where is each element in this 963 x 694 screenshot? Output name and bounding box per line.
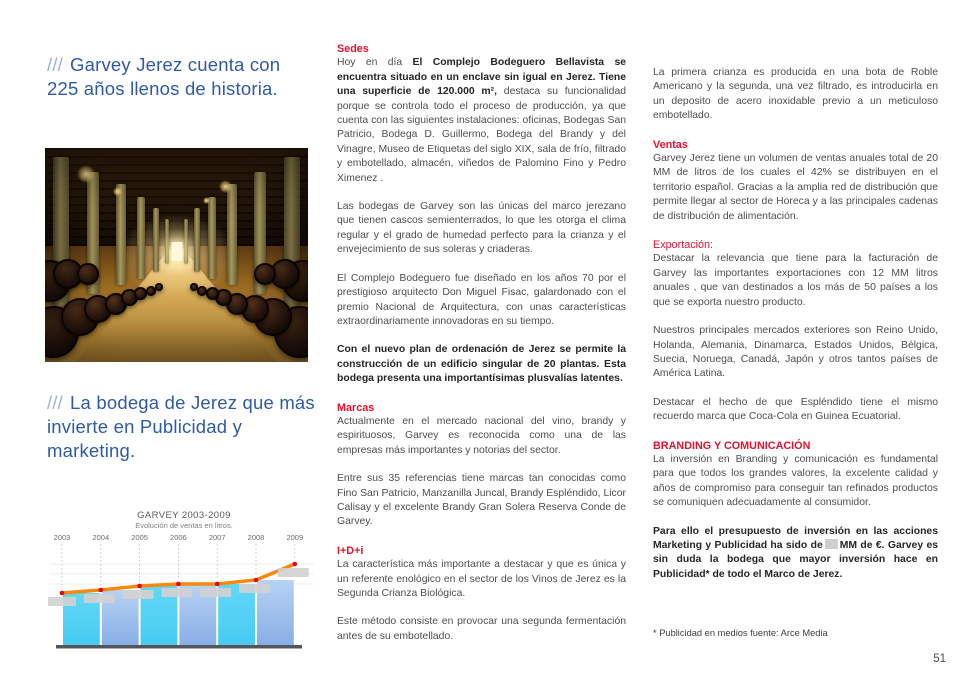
- svg-text:2009: 2009: [286, 533, 304, 542]
- section-heading-marcas: Marcas: [337, 401, 375, 414]
- headline-publicity: [47, 391, 319, 463]
- svg-text:2008: 2008: [247, 533, 265, 542]
- paragraph: La primera crianza es producida en una bota de Roble Americano y la segunda, una vez filtrado, es introducirla en un deposito de acero inoxidable previo a un meticuloso embotellado.: [653, 67, 938, 122]
- section-heading-ventas: Ventas: [653, 138, 688, 151]
- slashes-decoration: ///: [47, 392, 64, 413]
- slashes-decoration: ///: [47, 54, 64, 75]
- svg-text:2004: 2004: [92, 533, 110, 542]
- paragraph: Destacar la relevancia que tiene para la facturación de Garvey las importantes exportaciones con 12 MM litros anuales , que van destinados a los más de 50 países a los que se exporta nuestro producto.: [653, 253, 938, 308]
- paragraph-bold: [653, 525, 938, 583]
- paragraph: La característica más importante a destacar y que es única y un referente enológico en el sector de los Vinos de Jerez es la Segunda Crianza Biológica.: [337, 559, 626, 599]
- redacted-value-box: [825, 539, 838, 549]
- paragraph-bold-text: El Complejo Bodeguero Bellavista se encuentra situado en un enclave sin igual en Jerez. Tiene una superficie de 120.000 m²,: [337, 57, 626, 98]
- paragraph: La inversión en Branding y comunicación es fundamental para que todos los grandes valores, la excelente calidad y años de compromiso para conseguir tan refinados productos se comuniquen adecuadamente al consumidor.: [653, 453, 938, 509]
- page-number: 51: [933, 653, 946, 665]
- sales-chart: [48, 510, 320, 662]
- paragraph: Destacar el hecho de que Espléndido tiene el mismo recuerdo marca que Coca-Cola en Guinea Ecuatorial.: [653, 396, 938, 423]
- svg-text:2007: 2007: [208, 533, 226, 542]
- section-heading-branding: BRANDING Y COMUNICACIÓN: [653, 439, 811, 452]
- middle-column: [337, 42, 626, 658]
- paragraph-bold: Con el nuevo plan de ordenación de Jerez se permite la construcción de un edificio singular de 20 plantas. Esta bodega presenta una importantísimas plusvalías latentes.: [337, 344, 626, 385]
- svg-text:2003: 2003: [53, 533, 71, 542]
- chart-title: GARVEY 2003-2009: [137, 510, 231, 521]
- paragraph-text: Hoy en día: [337, 57, 413, 69]
- bodega-photo: [45, 148, 308, 362]
- section-heading-exportacion: Exportación:: [653, 239, 714, 252]
- photo-vignette: [45, 148, 308, 362]
- chart-subtitle: Evolución de ventas en litros.: [135, 521, 233, 530]
- svg-text:2005: 2005: [131, 533, 148, 542]
- right-column: [653, 42, 938, 596]
- paragraph: Este método consiste en provocar una segunda fermentación antes de su embotellado.: [337, 616, 626, 642]
- paragraph-text: Para ello el presupuesto de inversión en las acciones Marketing y Publicidad ha sido de: [653, 525, 938, 551]
- svg-text:2006: 2006: [170, 533, 187, 542]
- paragraph: [337, 56, 626, 186]
- paragraph: El Complejo Bodeguero fue diseñado en los años 70 por el prestigioso arquitecto Don Miguel Fisac, galardonado con el premio Nacional de Arquitectura, con unas características extraordinariamente innovadoras en su tiempo.: [337, 272, 626, 327]
- paragraph: Las bodegas de Garvey son las únicas del marco jerezano que tienen cascos semienterrados, lo que les otorga el clima regular y el grado de humedad perfecto para la crianza y el envejecimiento de sus soleras y criaderas.: [337, 201, 626, 256]
- section-heading-idi: I+D+i: [337, 544, 364, 557]
- paragraph: Actualmente en el mercado nacional del vino, brandy y espirituosos, Garvey es reconocida como una de las empresas más importantes y notorias del sector.: [337, 415, 626, 456]
- headline-history: [47, 53, 311, 101]
- chart-canvas: [48, 532, 320, 662]
- paragraph: Entre sus 35 referencias tiene marcas tan conocidas como Fino San Patricio, Manzanilla Juncal, Brandy Espléndido, Licor Calisay y el excelente Brandy Gran Solera Reserva Conde de Garvey.: [337, 473, 626, 528]
- headline-publicity-text: La bodega de Jerez que más invierte en Publicidad y marketing.: [47, 392, 315, 461]
- paragraph-text: destaca su funcionalidad porque se controla todo el proceso de producción, ya que cuenta con las siguientes instalaciones: oficinas, Bodegas San Patricio, Bodega D. Guillermo, Bodega del Brandy y del Vinagre, Museo de Etiquetas del siglo XIX, sala de frío, filtrado y embotellado, almacén, viñedos de Palomino Fino y Pedro Ximenez .: [337, 86, 626, 184]
- paragraph: Nuestros principales mercados exteriores son Reino Unido, Holanda, Alemania, Dinamarca, Estados Unidos, Bélgica, Suecia, Noruega, Canadá, Japón y otros tantos países de América Latina.: [653, 325, 938, 380]
- headline-history-text: Garvey Jerez cuenta con 225 años llenos de historia.: [47, 54, 281, 99]
- footnote: * Publicidad en medios fuente: Arce Media: [653, 628, 828, 638]
- paragraph-text: MM de €. Garvey es sin duda la bodega que mayor inversión hace en Publicidad* de todo el Marco de Jerez.: [653, 539, 939, 580]
- paragraph: Garvey Jerez tiene un volumen de ventas anuales total de 20 MM de litros de los cuales el 42% se distribuyen en el territorio español. Gracias a la amplia red de distribución que permite llegar al sector de Horeca y a las principales cadenas de distribución de alimentación.: [653, 153, 938, 222]
- section-heading-sedes: Sedes: [337, 43, 369, 55]
